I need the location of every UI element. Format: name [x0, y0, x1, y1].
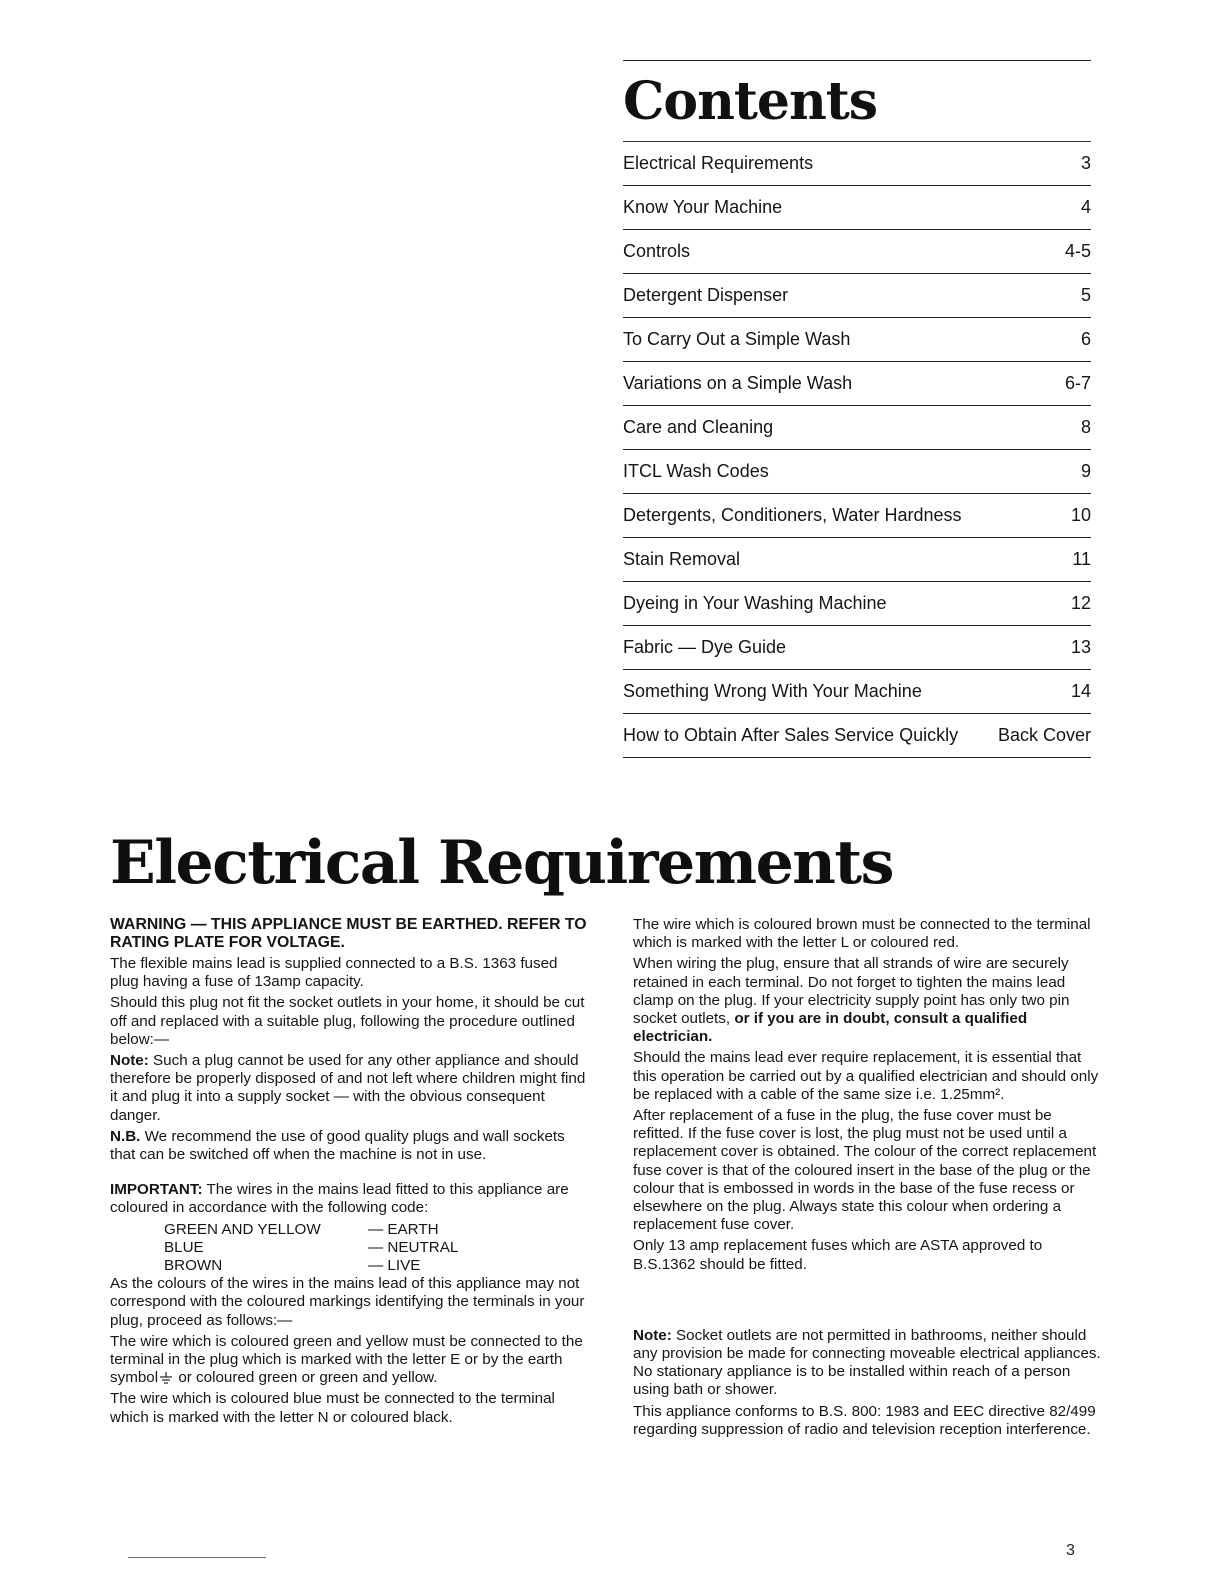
important-label: IMPORTANT: — [110, 1181, 203, 1199]
toc-page-number: 14 — [1070, 681, 1091, 701]
toc-label: Stain Removal — [623, 549, 741, 569]
page-number: 3 — [1066, 1542, 1075, 1559]
toc-label: Controls — [623, 241, 691, 261]
toc-label: Know Your Machine — [623, 197, 783, 217]
wiring-paragraph — [633, 955, 1101, 1046]
toc-row — [623, 714, 1091, 758]
toc-label: Fabric — Dye Guide — [623, 637, 787, 657]
code-colour: GREEN AND YELLOW — [164, 1220, 321, 1238]
toc-page-number: 9 — [1080, 461, 1091, 481]
wire-colour-code-table — [164, 1221, 588, 1276]
earth-symbol-icon — [158, 1371, 174, 1383]
footer-rule — [128, 1557, 266, 1558]
wiring-text: When wiring the plug, ensure that all strands of wire are securely retained in each terminal. Do not forget to tighten the mains lead clamp on the plug. If your electricity supply point has only two pin socket outlets, — [633, 955, 1070, 1028]
toc-label: How to Obtain After Sales Service Quickly — [623, 725, 959, 745]
toc-row — [623, 538, 1091, 582]
note-text: Such a plug cannot be used for any other appliance and should therefore be properly disposed of and not left where children might find it and plug it into a supply socket — with the obvious consequent danger. — [110, 1052, 586, 1124]
toc-page-number: Back Cover — [997, 725, 1091, 745]
toc-label: Detergent Dispenser — [623, 285, 789, 305]
toc-page-number: 12 — [1070, 593, 1091, 613]
toc-page-number: 4 — [1080, 197, 1091, 217]
paragraph: Only 13 amp replacement fuses which are ASTA approved to B.S.1362 should be fitted. — [633, 1237, 1043, 1273]
toc-page-number: 13 — [1070, 637, 1091, 657]
code-meaning: — NEUTRAL — [368, 1238, 459, 1256]
right-column — [633, 916, 1101, 1442]
toc-row — [623, 186, 1091, 230]
toc-row — [623, 362, 1091, 406]
toc-row — [623, 230, 1091, 274]
earth-paragraph — [110, 1333, 588, 1388]
nb-label: N.B. — [110, 1127, 141, 1145]
toc-label: Something Wrong With Your Machine — [623, 681, 922, 701]
nb-text: We recommend the use of good quality plugs and wall sockets that can be switched off when the machine is not in use. — [110, 1127, 565, 1164]
paragraph: The flexible mains lead is supplied connected to a B.S. 1363 fused plug having a fuse of 13amp capacity. — [110, 955, 558, 991]
toc-page-number: 4-5 — [1064, 241, 1091, 261]
paragraph: This appliance conforms to B.S. 800: 1983 and EEC directive 82/499 regarding suppression of radio and television reception interference. — [633, 1402, 1096, 1438]
paragraph: Should this plug not fit the socket outlets in your home, it should be cut off and replaced with a suitable plug, following the procedure outlined below:— — [110, 994, 585, 1048]
toc-row — [623, 494, 1091, 538]
toc-row — [623, 142, 1091, 186]
code-meaning: — EARTH — [368, 1220, 439, 1238]
note-paragraph — [110, 1052, 588, 1125]
section-title: Electrical Requirements — [110, 828, 893, 898]
warning-text: WARNING — THIS APPLIANCE MUST BE EARTHED. REFER TO RATING PLATE FOR VOLTAGE. — [110, 916, 587, 951]
toc-row — [623, 626, 1091, 670]
nb-paragraph — [110, 1128, 588, 1164]
bathroom-note-block — [633, 1327, 1101, 1439]
paragraph: As the colours of the wires in the mains lead of this appliance may not correspond with the coloured markings identifying the terminals in your plug, proceed as follows:— — [110, 1275, 585, 1329]
paragraph: The wire which is coloured brown must be connected to the terminal which is marked with the letter L or coloured red. — [633, 916, 1091, 952]
toc-row — [623, 274, 1091, 318]
contents-section — [623, 60, 1091, 758]
toc-list — [623, 142, 1091, 758]
toc-row — [623, 450, 1091, 494]
toc-label: Detergents, Conditioners, Water Hardness — [623, 505, 962, 525]
earth-text-b: or coloured green or green and yellow. — [174, 1369, 438, 1387]
toc-label: Variations on a Simple Wash — [623, 373, 853, 393]
paragraph: After replacement of a fuse in the plug, the fuse cover must be refitted. If the fuse cover is lost, the plug must not be used until a replacement cover is obtained. The colour of the correct replacement fuse cover is that of the coloured insert in the base of the plug or the colour that is embossed in words in the base of the fuse recess or elsewhere on the plug. Always state this colour when ordering a replacement fuse cover. — [633, 1107, 1097, 1234]
contents-title: Contents — [623, 71, 878, 132]
toc-row — [623, 318, 1091, 362]
toc-label: To Carry Out a Simple Wash — [623, 329, 851, 349]
paragraph: Should the mains lead ever require replacement, it is essential that this operation be carried out by a qualified electrician and should only be replaced with a cable of the same size i.e. 1.25mm². — [633, 1049, 1099, 1103]
toc-page-number: 8 — [1080, 417, 1091, 437]
note-text: Socket outlets are not permitted in bathrooms, neither should any provision be made for connecting moveable electrical appliances. No stationary appliance is to be installed within reach of a person using bath or shower. — [633, 1326, 1101, 1399]
bathroom-note — [633, 1327, 1101, 1400]
code-colour: BLUE — [164, 1238, 204, 1256]
toc-row — [623, 582, 1091, 626]
code-meaning: — LIVE — [368, 1257, 421, 1275]
important-paragraph — [110, 1181, 588, 1217]
note-label: Note: — [110, 1052, 149, 1070]
left-column — [110, 916, 588, 1430]
important-text: The wires in the mains lead fitted to this appliance are coloured in accordance with the following code: — [110, 1181, 569, 1217]
toc-label: Electrical Requirements — [623, 153, 814, 173]
toc-label: Care and Cleaning — [623, 417, 774, 437]
toc-page-number: 6 — [1080, 329, 1091, 349]
toc-page-number: 5 — [1080, 285, 1091, 305]
toc-page-number: 10 — [1070, 505, 1091, 525]
toc-page-number: 11 — [1072, 549, 1091, 569]
code-colour: BROWN — [164, 1257, 223, 1275]
toc-page-number: 3 — [1080, 153, 1091, 173]
contents-top-rule — [623, 60, 1091, 61]
earth-text-a: The wire which is coloured green and yellow must be connected to the terminal in the plug which is marked with the letter E or by the earth symbol — [110, 1332, 583, 1387]
toc-row — [623, 406, 1091, 450]
toc-label: ITCL Wash Codes — [623, 461, 769, 481]
paragraph: The wire which is coloured blue must be connected to the terminal which is marked with the letter N or coloured black. — [110, 1390, 555, 1426]
note-label: Note: — [633, 1326, 672, 1344]
toc-label: Dyeing in Your Washing Machine — [623, 593, 887, 613]
toc-page-number: 6-7 — [1064, 373, 1091, 393]
toc-row — [623, 670, 1091, 714]
wiring-emphasis: or if you are in doubt, consult a qualified electrician. — [633, 1010, 1028, 1046]
